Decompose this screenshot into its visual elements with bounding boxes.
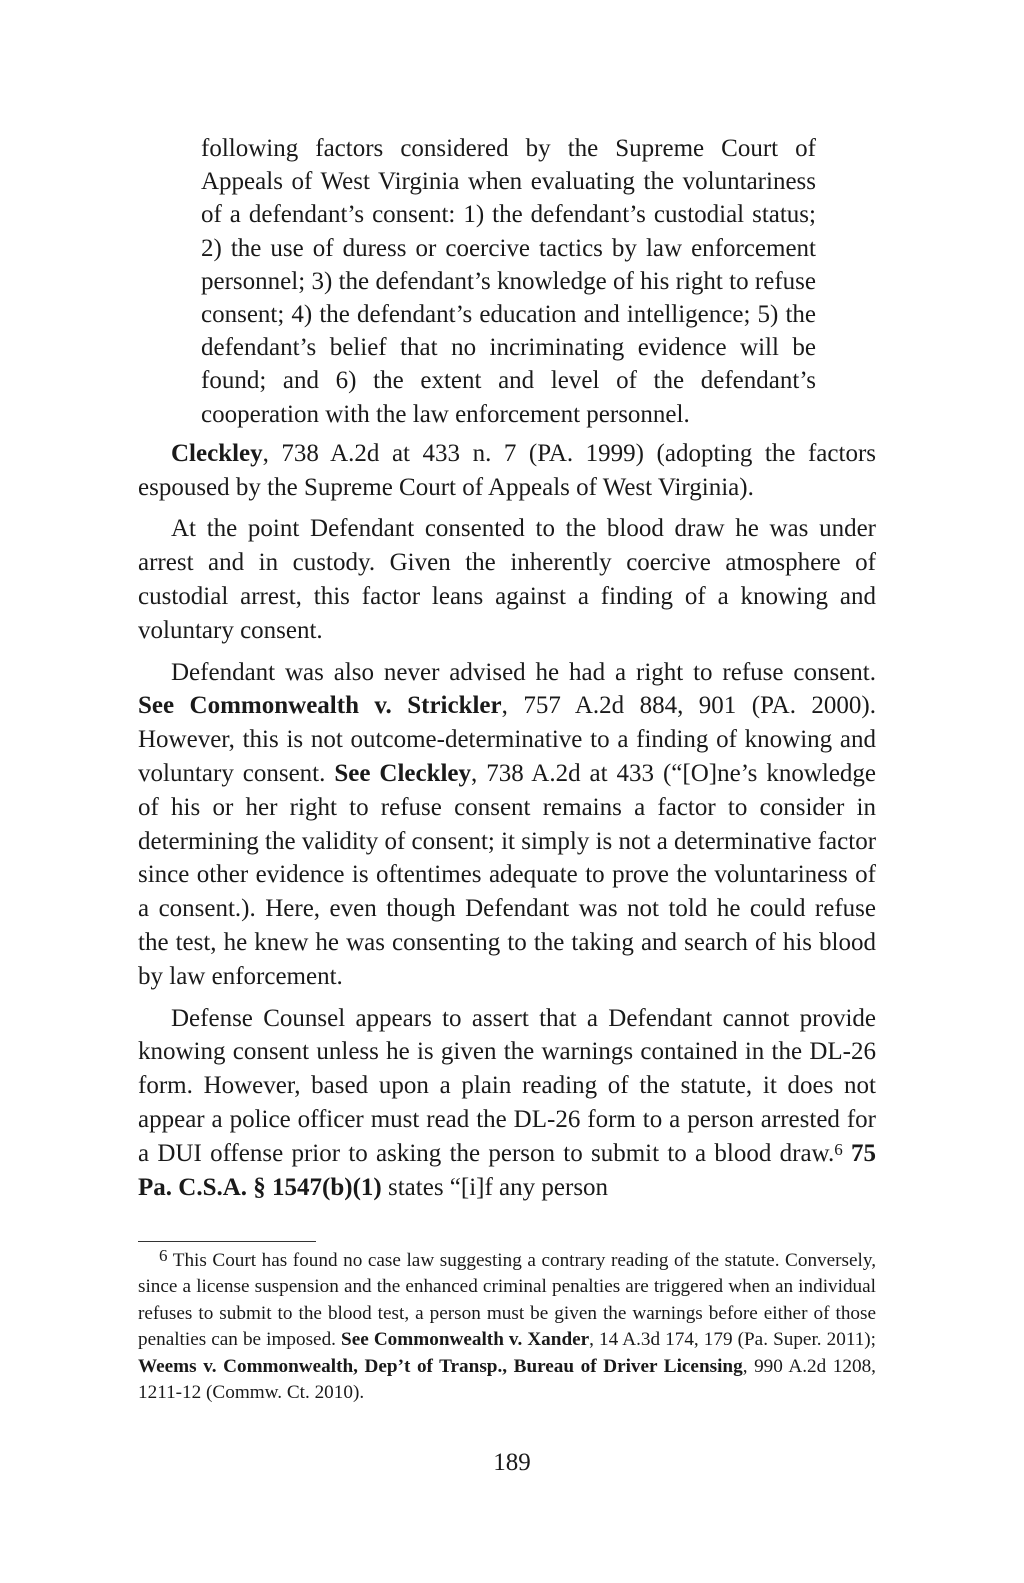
counsel-paragraph (138, 1002, 876, 1205)
case-citation-xander: See Commonwealth v. Xander (341, 1329, 590, 1351)
footnote-reference[interactable]: 6 (834, 1139, 843, 1159)
case-citation-strickler: See Commonwealth v. Strickler (138, 692, 502, 720)
case-citation-weems: Weems v. Commonwealth, Dep’t of Transp., Bureau of Driver Licensing (138, 1355, 743, 1377)
footnote-divider (138, 1241, 316, 1242)
block-quote-text: following factors considered by the Supreme Court of Appeals of West Virginia when evaluating the voluntariness of a defendant’s consent: 1) the defendant’s custodial status; 2) the use of duress or coercive tactics by law enforcement personnel; 3) the defendant’s knowledge of his right to refuse consent; 4) the defendant’s education and intelligence; 5) the defendant’s belief that no incriminating evidence will be found; and 6) the extent and level of the defendant’s cooperation with the law enforcement personnel. (201, 135, 816, 428)
citation-paragraph (138, 437, 876, 505)
page-body (138, 132, 876, 1212)
page-number: 189 (493, 1449, 531, 1476)
refusal-paragraph (138, 656, 876, 994)
block-quote (201, 132, 816, 431)
custody-paragraph-text: At the point Defendant consented to the blood draw he was under arrest and in custody. Given the inherently coercive atmosphere of custodial arrest, this factor leans against a finding of a knowing and voluntary consent. (138, 515, 876, 644)
refusal-text-3: , 738 A.2d at 433 (“[O]ne’s knowledge of his or her right to refuse consent remains a factor to consider in determining the validity of consent; it simply is not a determinative factor since other evidence is oftentimes adequate to prove the voluntariness of a consent.). Here, even though Defendant was not told he could refuse the test, he knew he was consenting to the taking and search of his blood by law enforcement. (138, 760, 877, 990)
case-citation-cleckley: Cleckley (171, 439, 263, 467)
counsel-text-1: Defense Counsel appears to assert that a Defendant cannot provide knowing consent unless he is given the warnings contained in the DL-26 form. However, based upon a plain reading of the statute, it does not appear a police officer must read the DL-26 form to a person arrested for a DUI offense prior to asking the person to submit to a blood draw. (138, 1004, 876, 1167)
footnote (138, 1248, 876, 1406)
refusal-text-2: , 757 A.2d 884, 901 (PA. 2000). However, this is not outcome-determinative to a finding of knowing and voluntary consent. (138, 692, 876, 787)
footnote-text-1: This Court has found no case law suggesting a contrary reading of the statute. Conversely, since a license suspension and the enhanced criminal penalties are triggered when an individual refuses to submit to the blood test, a person must be given the warnings before either of those penalties can be imposed. (138, 1250, 876, 1351)
case-citation-see-cleckley: See Cleckley (334, 760, 472, 787)
footnote-text-2: , 14 A.3d 174, 179 (Pa. Super. 2011); (589, 1329, 877, 1351)
citation-details: , 738 A.2d at 433 n. 7 (PA. 1999) (adopting the factors espoused by the Supreme Court of Appeals of West Virginia). (138, 439, 876, 501)
refusal-text-1: Defendant was also never advised he had a right to refuse consent. (171, 658, 876, 686)
counsel-text-2: states “[i]f any person (388, 1173, 609, 1201)
custody-paragraph (138, 512, 876, 647)
footnote-number: 6 (159, 1246, 168, 1265)
statute-citation: 75 Pa. C.S.A. § 1547(b)(1) (138, 1139, 877, 1201)
footnote-text-3: , 990 A.2d 1208, 1211-12 (Commw. Ct. 2010). (138, 1355, 876, 1404)
